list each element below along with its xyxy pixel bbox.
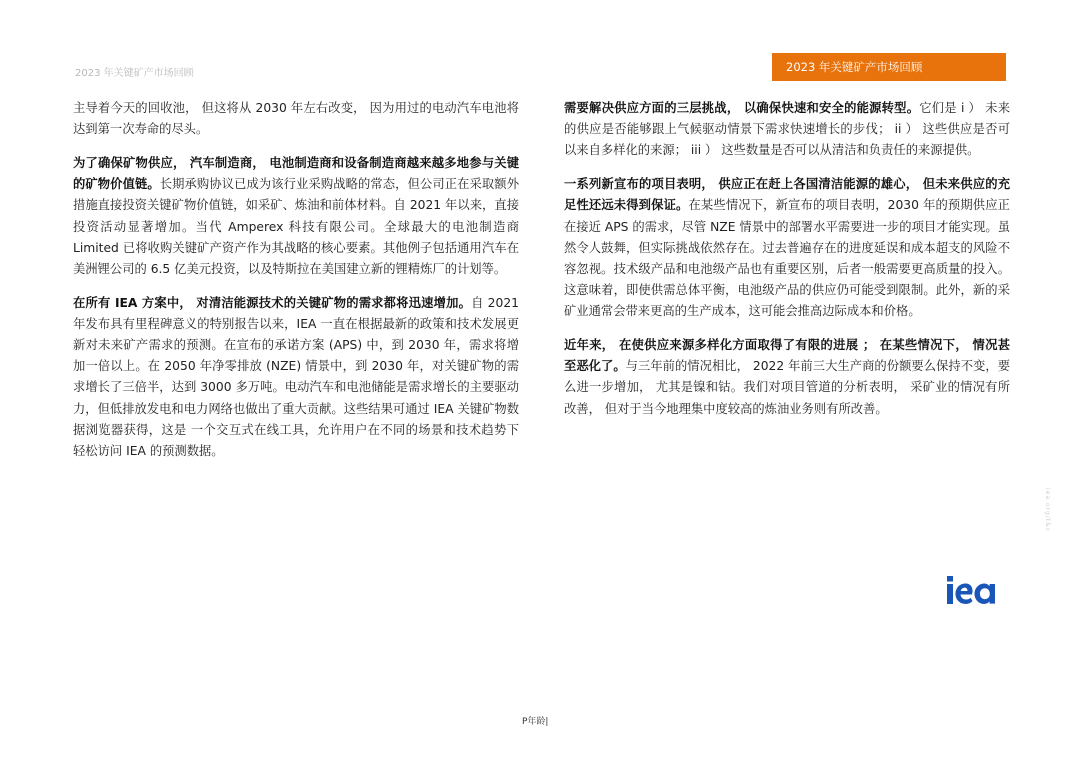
running-header: 2023 年关键矿产市场回顾 [75,68,194,79]
section-banner-label: 2023 年关键矿产市场回顾 [786,60,923,74]
right-column [564,98,1010,432]
section-banner [772,53,1006,81]
paragraph: 在所有 IEA 方案中， 对清洁能源技术的关键矿物的需求都将迅速增加。自 2021 年发布具有里程碑意义的特别报告以来，IEA 一直在根据最新的政策和技术发展更新对未来矿产需求的预测。在宣布的承诺方案 (APS) 中，到 2030 年，需求将增加一倍以上。在 2050 年净零排放 (NZE) 情景中，到 2030 年，对关键矿物的需求增长了三倍半，达到 3000 多万吨。电动汽车和电池储能是需求增长的主要驱动力，但低排放发电和电力网络也做出了重大贡献。这些结果可通过 IEA 关键矿物数据浏览器获得，这是 一个交互式在线工具，允许用户在不同的场景和技术趋势下轻松访问 IEA 的预测数据。 [73,295,519,459]
iea-logo [946,575,1008,605]
paragraph: 一系列新宣布的项目表明， 供应正在赶上各国清洁能源的雄心， 但未来供应的充足性还远未得到保证。在某些情况下，新宣布的项目表明，2030 年的预期供应正在接近 APS 的需求，尽管 NZE 情景中的部署水平需要进一步的项目才能实现。虽然令人鼓舞，但实际挑战依然存在。过去普遍存在的进度延误和成本超支的风险不容忽视。技术级产品和电池级产品也有重要区别，后者一般需要更高质量的投入。这意味着，即使供需总体平衡，电池级产品的供应仍可能受到限制。此外，新的采矿业通常会带来更高的生产成本，这可能会推高边际成本和价格。 [564,177,1010,319]
side-copyright-mark: iea.org/t&c [1044,488,1051,533]
left-column [73,98,519,475]
paragraph: 为了确保矿物供应， 汽车制造商， 电池制造商和设备制造商越来越多地参与关键的矿物价值链。长期承购协议已成为该行业采购战略的常态，但公司正在采取额外措施直接投资关键矿物价值链，如采矿、炼油和前体材料。自 2021 年以来，直接投资活动显著增加。当代 Amperex 科技有限公司。全球最大的电池制造商 Limited 已将收购关键矿产资产作为其战略的核心要素。其他例子包括通用汽车在美洲锂公司的 6.5 亿美元投资，以及特斯拉在美国建立新的锂精炼厂的计划等。 [73,155,519,276]
page-number: P年龄| [522,717,549,727]
paragraph: 需要解决供应方面的三层挑战， 以确保快速和安全的能源转型。它们是 i ） 未来的供应是否能够跟上气候驱动情景下需求快速增长的步伐； ii ） 这些供应是否可以来自多样化的来源； iii ） 这些数量是否可以从清洁和负责任的来源提供。 [564,101,1010,158]
paragraph: 主导着今天的回收池， 但这将从 2030 年左右改变， 因为用过的电动汽车电池将达到第一次寿命的尽头。 [73,101,519,137]
paragraph: 近年来， 在使供应来源多样化方面取得了有限的进展 ； 在某些情况下， 情况甚至恶化了。与三年前的情况相比， 2022 年前三大生产商的份额要么保持不变，要么进一步增加， 尤其是镍和钴。我们对项目管道的分析表明， 采矿业的情况有所改善， 但对于当今地理集中度较高的炼油业务则有所改善。 [564,338,1010,416]
